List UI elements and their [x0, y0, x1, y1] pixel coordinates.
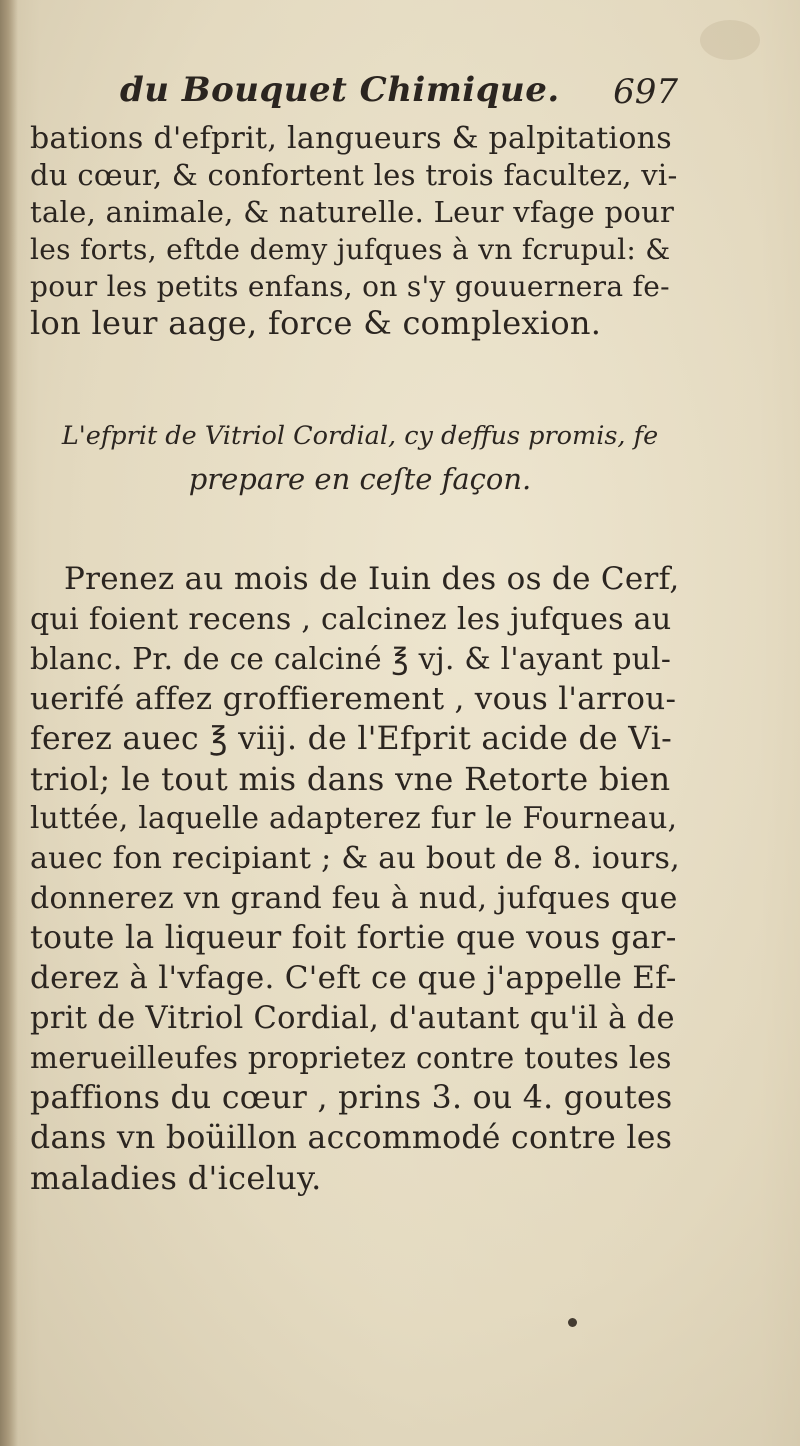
paragraph-2	[30, 560, 680, 1199]
text-line: ferez auec ℥ viij. de l'Efprit acide de Vi-	[30, 720, 673, 757]
running-title: du Bouquet Chimique.	[120, 70, 560, 110]
text-line: blanc. Pr. de ce calciné ℥ vj. & l'ayant pul-	[30, 641, 672, 676]
text-line: bations d'efprit, langueurs & palpitations	[30, 121, 672, 156]
text-line: toute la liqueur foit fortie que vous gar-	[30, 920, 677, 957]
text-line: prit de Vitriol Cordial, d'autant qu'il à de	[30, 1000, 675, 1036]
text-line: qui foient recens , calcinez les jufques au	[30, 601, 672, 637]
text-line: Prenez au mois de Iuin des os de Cerf,	[64, 561, 680, 597]
heading-line: L'efprit de Vitriol Cordial, cy deffus promis, fe	[61, 421, 659, 451]
text-line: uerifé affez groffierement , vous l'arrou-	[30, 680, 677, 717]
paragraph-1	[30, 120, 680, 342]
text-line: derez à l'vfage. C'eft ce que j'appelle Ef-	[30, 960, 677, 997]
text-line: du cœur, & confortent les trois facultez, vi-	[30, 158, 678, 192]
text-line: luttée, laquelle adapterez fur le Fourneau,	[30, 801, 678, 836]
ink-spot	[568, 1318, 577, 1327]
text-line: pour les petits enfans, on s'y gouuernera fe-	[30, 270, 670, 303]
text-line: maladies d'iceluy.	[30, 1158, 322, 1197]
text-line: donnerez vn grand feu à nud, jufques que	[30, 881, 678, 917]
text-line: dans vn boüillon accommodé contre les	[30, 1119, 673, 1156]
text-line: auec fon recipiant ; & au bout de 8. iours,	[30, 841, 681, 877]
text-line: merueilleufes proprietez contre toutes les	[30, 1040, 672, 1075]
text-line: paffions du cœur , prins 3. ou 4. goutes	[30, 1079, 673, 1116]
text-line: triol; le tout mis dans vne Retorte bien	[30, 759, 671, 798]
text-line: tale, animale, & naturelle. Leur vfage pour	[30, 195, 675, 229]
page-gutter	[0, 0, 18, 1446]
paper-stain	[700, 20, 760, 60]
heading-line: prepare en ceſte façon.	[188, 462, 532, 496]
page-header	[110, 70, 690, 120]
page-number: 697	[613, 72, 678, 112]
recipe-heading	[60, 415, 660, 501]
text-line: les forts, eftde demy jufques à vn fcrupul: &	[30, 233, 671, 266]
text-line: lon leur aage, force & complexion.	[30, 304, 602, 342]
